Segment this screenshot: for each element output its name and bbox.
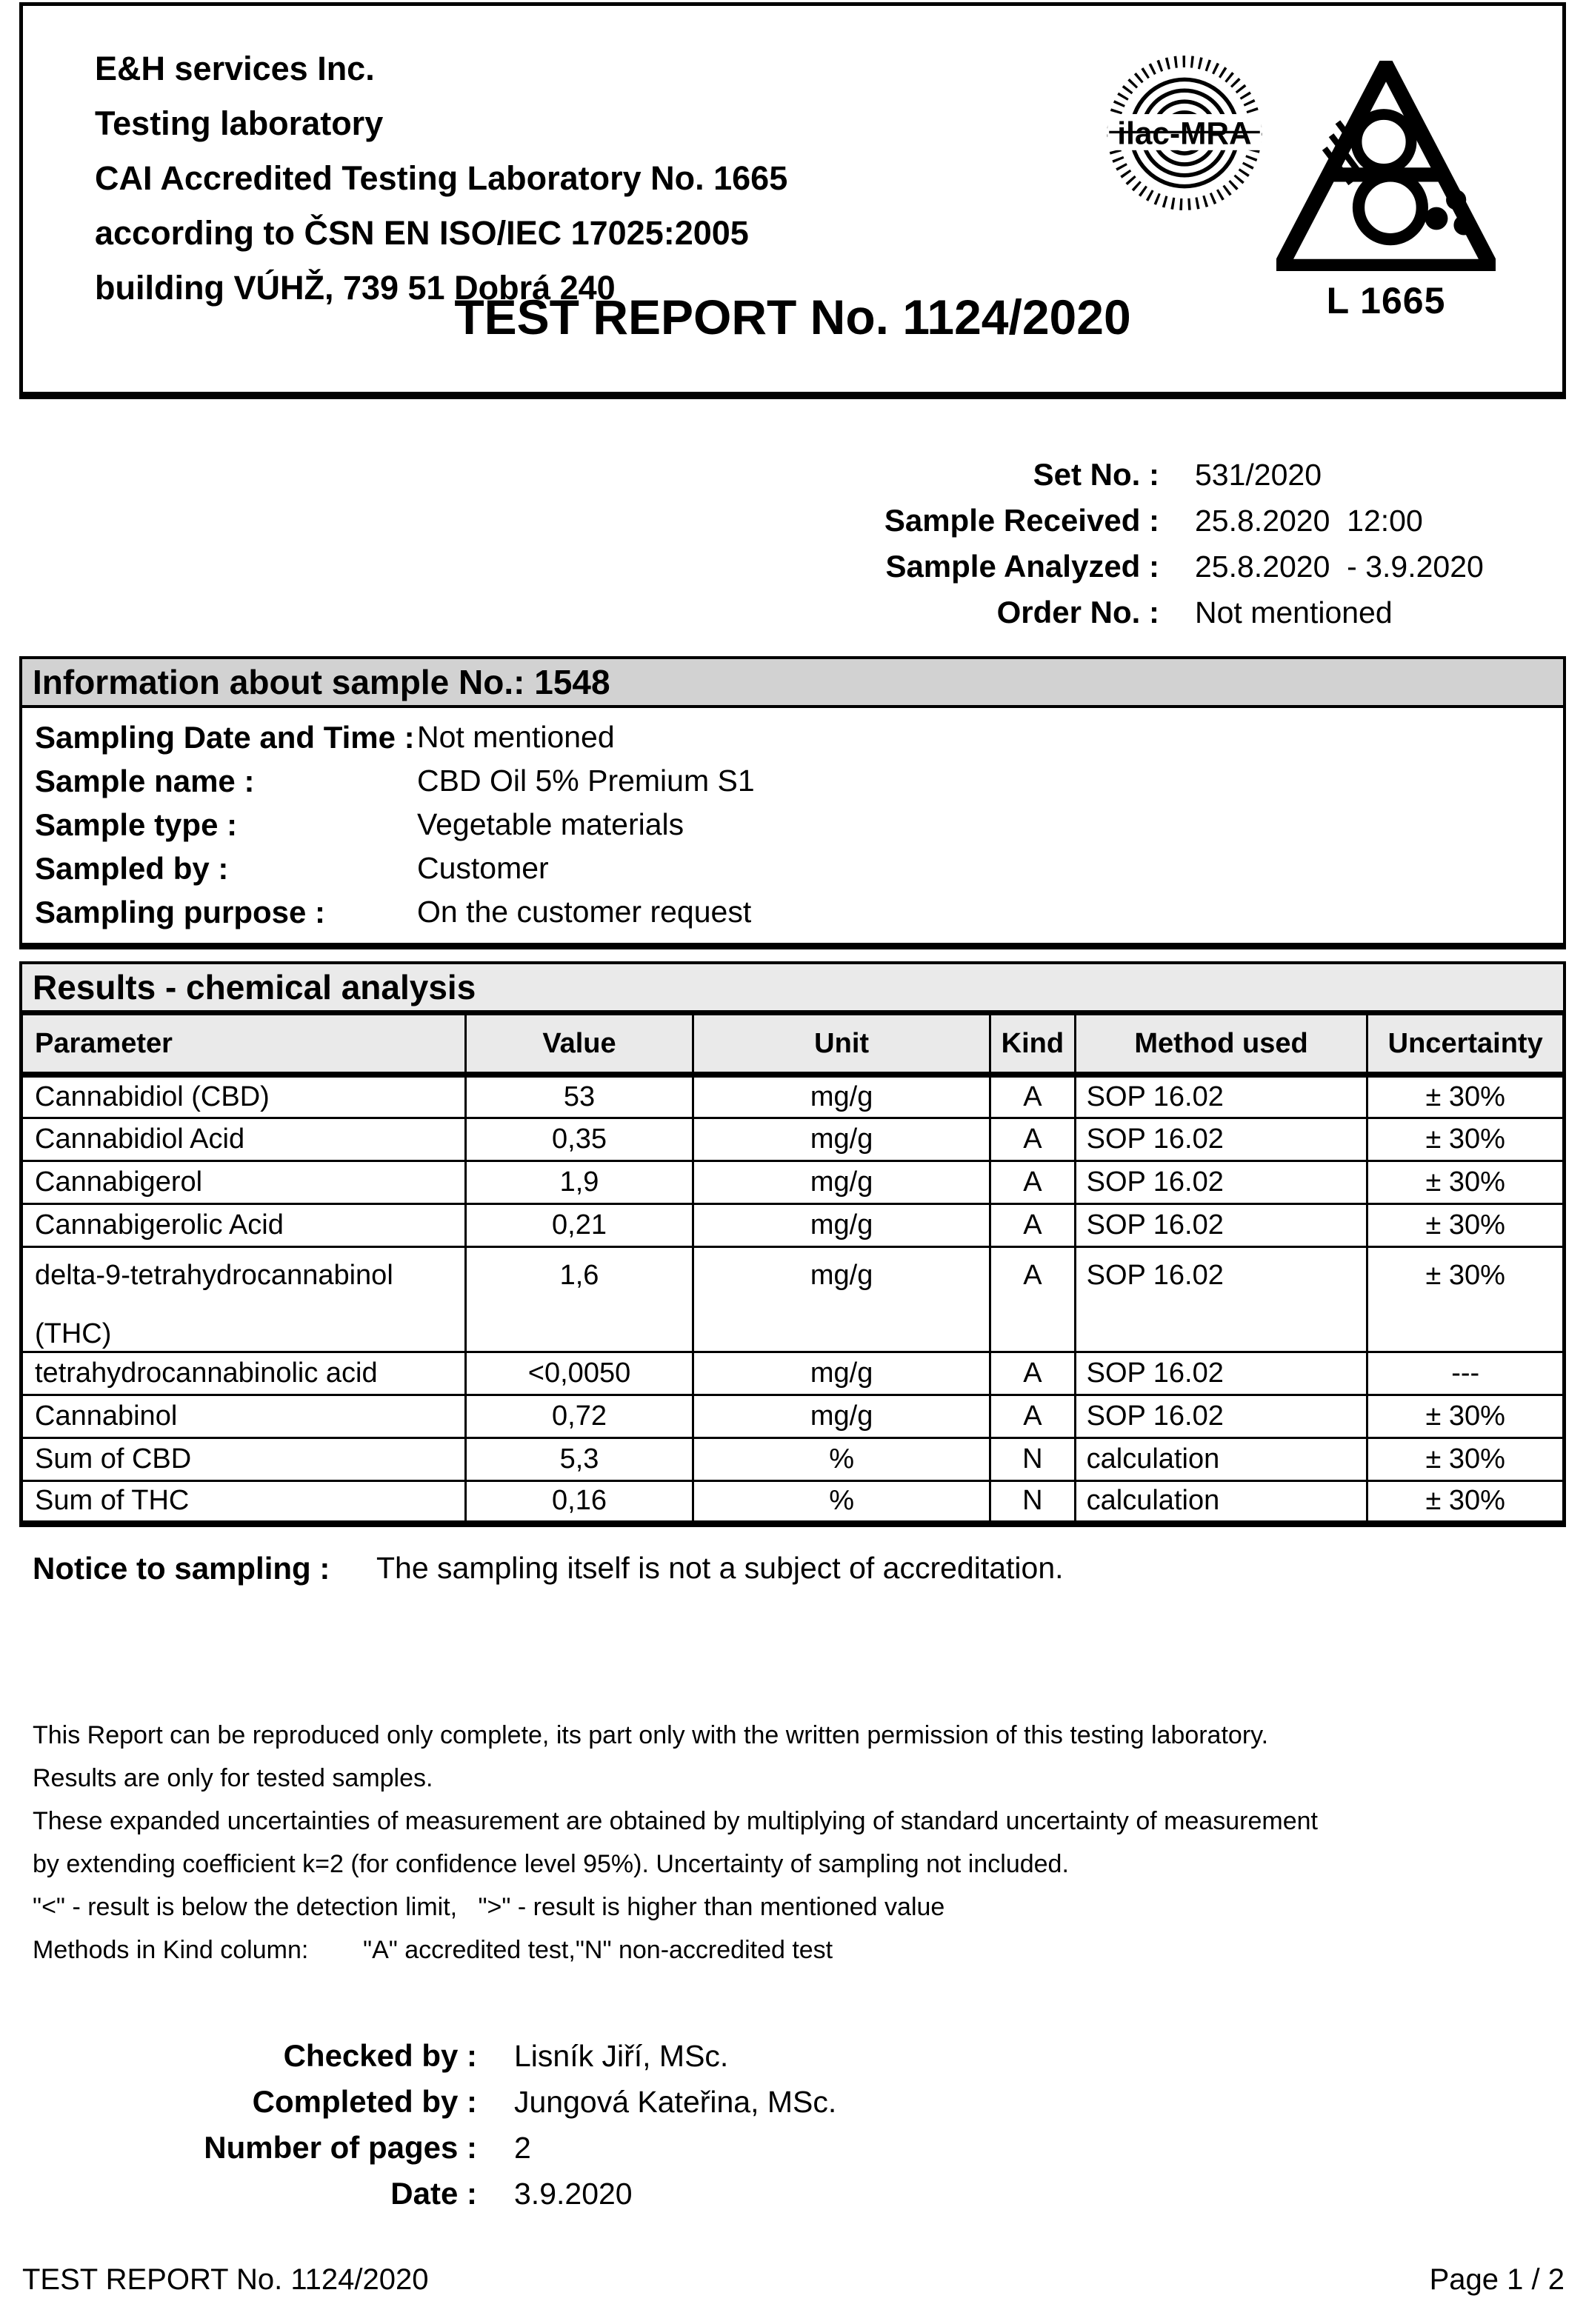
cell-method: SOP 16.02: [1075, 1203, 1367, 1246]
info-label-sampled-by: Sampled by :: [35, 850, 229, 886]
sample-info-section: [19, 656, 1566, 949]
footer-page-number: Page 1 / 2: [1429, 2263, 1565, 2296]
info-value-sampled-by: Customer: [417, 851, 549, 885]
cell-kind: N: [990, 1438, 1076, 1480]
cell-uncertainty: ---: [1367, 1352, 1565, 1395]
cell-uncertainty: ± 30%: [1367, 1118, 1565, 1161]
company-line: Testing laboratory: [95, 104, 384, 142]
fine-print-line: These expanded uncertainties of measurement are obtained by multiplying of standard uncertainty of measurement: [33, 1807, 1318, 1835]
table-row: [21, 1075, 1565, 1118]
cell-parameter: Cannabigerol: [21, 1161, 466, 1203]
meta-value-order-no: Not mentioned: [1195, 595, 1393, 630]
cell-kind: A: [990, 1246, 1076, 1352]
number-of-pages-value: 2: [514, 2131, 531, 2165]
col-header-method: Method used: [1075, 1015, 1367, 1075]
company-line: according to ČSN EN ISO/IEC 17025:2005: [95, 214, 749, 252]
laboratory-address-block: [95, 41, 787, 315]
cell-kind: N: [990, 1480, 1076, 1523]
cell-unit: mg/g: [693, 1118, 990, 1161]
results-header-row: [21, 1015, 1565, 1075]
notice-text: The sampling itself is not a subject of accreditation.: [376, 1551, 1064, 1585]
accreditation-number: L 1665: [1326, 280, 1446, 321]
cell-method: SOP 16.02: [1075, 1161, 1367, 1203]
completed-by-value: Jungová Kateřina, MSc.: [514, 2085, 837, 2119]
cell-uncertainty: ± 30%: [1367, 1075, 1565, 1118]
footer-report-number: TEST REPORT No. 1124/2020: [22, 2263, 429, 2296]
info-value-sampling-purpose: On the customer request: [417, 895, 752, 929]
col-header-uncertainty: Uncertainty: [1367, 1015, 1565, 1075]
cell-uncertainty: ± 30%: [1367, 1246, 1565, 1352]
cell-unit: mg/g: [693, 1161, 990, 1203]
cell-parameter: [21, 1246, 466, 1352]
cell-value: 0,21: [465, 1203, 693, 1246]
cell-method: SOP 16.02: [1075, 1118, 1367, 1161]
cell-method: calculation: [1075, 1438, 1367, 1480]
meta-label-sample-received: Sample Received :: [884, 503, 1159, 538]
date-value: 3.9.2020: [514, 2177, 633, 2211]
fine-print-line: Results are only for tested samples.: [33, 1764, 433, 1792]
meta-label-sample-analyzed: Sample Analyzed :: [885, 549, 1159, 584]
sample-info-row: [22, 715, 1563, 759]
sample-info-title: Information about sample No.: 1548: [19, 656, 1566, 708]
cell-uncertainty: ± 30%: [1367, 1395, 1565, 1438]
cell-parameter: tetrahydrocannabinolic acid: [21, 1352, 466, 1395]
cell-unit: mg/g: [693, 1395, 990, 1438]
info-value-sample-name: CBD Oil 5% Premium S1: [417, 764, 755, 798]
cell-kind: A: [990, 1395, 1076, 1438]
notice-to-sampling: [33, 1551, 1064, 1586]
meta-label-order-no: Order No. :: [996, 595, 1159, 630]
sample-info-row: [22, 847, 1563, 890]
cell-value: 1,9: [465, 1161, 693, 1203]
checked-by-value: Lisník Jiří, MSc.: [514, 2039, 729, 2073]
cell-value: 0,72: [465, 1395, 693, 1438]
cell-parameter: Sum of CBD: [21, 1438, 466, 1480]
cell-method: SOP 16.02: [1075, 1075, 1367, 1118]
cell-parameter: Cannabigerolic Acid: [21, 1203, 466, 1246]
cell-method: calculation: [1075, 1480, 1367, 1523]
col-header-value: Value: [465, 1015, 693, 1075]
company-line: building VÚHŽ, 739 51 Dobrá 240: [95, 269, 616, 307]
sample-info-row: [22, 759, 1563, 803]
company-name: E&H services Inc.: [95, 50, 375, 87]
cell-uncertainty: ± 30%: [1367, 1438, 1565, 1480]
cell-uncertainty: ± 30%: [1367, 1480, 1565, 1523]
table-row: [21, 1203, 1565, 1246]
cell-parameter: Cannabinol: [21, 1395, 466, 1438]
report-meta-block: [741, 453, 1580, 637]
report-title: TEST REPORT No. 1124/2020: [454, 290, 1131, 344]
table-row: [21, 1161, 1565, 1203]
number-of-pages-label: Number of pages :: [204, 2130, 477, 2165]
header-box: [19, 2, 1566, 399]
sample-info-body: [19, 708, 1566, 949]
table-row: [21, 1118, 1565, 1161]
signature-block: [119, 2035, 1033, 2219]
cell-value: 5,3: [465, 1438, 693, 1480]
cai-triangle-icon: [1276, 61, 1496, 271]
cell-method: SOP 16.02: [1075, 1246, 1367, 1352]
cell-uncertainty: ± 30%: [1367, 1203, 1565, 1246]
fine-print-line: by extending coefficient k=2 (for confidence level 95%). Uncertainty of sampling not included.: [33, 1850, 1069, 1878]
cell-kind: A: [990, 1203, 1076, 1246]
company-line: CAI Accredited Testing Laboratory No. 1665: [95, 159, 788, 197]
date-label: Date :: [390, 2176, 477, 2211]
sample-info-row: [22, 803, 1563, 847]
results-section: [19, 961, 1566, 1527]
checked-by-label: Checked by :: [283, 2038, 477, 2073]
col-header-kind: Kind: [990, 1015, 1076, 1075]
cell-parameter: Sum of THC: [21, 1480, 466, 1523]
info-value-sampling-date: Not mentioned: [417, 720, 615, 754]
col-header-unit: Unit: [693, 1015, 990, 1075]
col-header-parameter: Parameter: [21, 1015, 466, 1075]
info-label-sample-type: Sample type :: [35, 807, 238, 842]
cell-kind: A: [990, 1118, 1076, 1161]
cell-unit: mg/g: [693, 1075, 990, 1118]
cell-method: SOP 16.02: [1075, 1395, 1367, 1438]
cell-value: <0,0050: [465, 1352, 693, 1395]
cell-unit: mg/g: [693, 1352, 990, 1395]
fine-print-line: "<" - result is below the detection limit, ">" - result is higher than mentioned value: [33, 1893, 945, 1921]
cell-kind: A: [990, 1075, 1076, 1118]
notice-label: Notice to sampling :: [33, 1551, 330, 1586]
sample-info-row: [22, 890, 1563, 934]
cell-unit: %: [693, 1438, 990, 1480]
methods-in-kind-label: Methods in Kind column:: [33, 1936, 309, 1964]
table-row: [21, 1438, 1565, 1480]
parameter-line-1: delta-9-tetrahydrocannabinol: [35, 1259, 393, 1291]
cell-value: 53: [465, 1075, 693, 1118]
cell-value: 0,35: [465, 1118, 693, 1161]
fine-print-methods-line: [33, 1933, 1485, 1976]
meta-value-sample-analyzed: 25.8.2020 - 3.9.2020: [1195, 550, 1484, 584]
cell-parameter: Cannabidiol Acid: [21, 1118, 466, 1161]
cell-unit: mg/g: [693, 1246, 990, 1352]
cell-kind: A: [990, 1161, 1076, 1203]
methods-in-kind-value: "A" accredited test,"N" non-accredited test: [363, 1936, 833, 1964]
results-table: [19, 1013, 1566, 1527]
cell-parameter: Cannabidiol (CBD): [21, 1075, 466, 1118]
table-row: [21, 1352, 1565, 1395]
cell-value: 0,16: [465, 1480, 693, 1523]
fine-print-line: This Report can be reproduced only complete, its part only with the written permission of this testing laboratory.: [33, 1721, 1269, 1749]
report-fine-print: [33, 1718, 1485, 1976]
results-title: Results - chemical analysis: [19, 961, 1566, 1013]
cai-accreditation-logo: [1275, 61, 1497, 322]
parameter-line-2: (THC): [35, 1318, 112, 1349]
cell-uncertainty: ± 30%: [1367, 1161, 1565, 1203]
completed-by-label: Completed by :: [252, 2084, 477, 2119]
ilac-mra-logo-text: ilac-MRA: [1117, 116, 1252, 151]
cell-unit: %: [693, 1480, 990, 1523]
table-row: [21, 1480, 1565, 1523]
cell-unit: mg/g: [693, 1203, 990, 1246]
table-row: [21, 1395, 1565, 1438]
info-value-sample-type: Vegetable materials: [417, 807, 684, 841]
info-label-sampling-purpose: Sampling purpose :: [35, 894, 326, 929]
ilac-mra-logo-icon: [1106, 53, 1263, 216]
cell-value: 1,6: [465, 1246, 693, 1352]
meta-label-set-no: Set No. :: [1033, 457, 1159, 492]
meta-value-sample-received: 25.8.2020 12:00: [1195, 504, 1423, 538]
meta-value-set-no: 531/2020: [1195, 458, 1322, 492]
info-label-sample-name: Sample name :: [35, 763, 255, 798]
cell-method: SOP 16.02: [1075, 1352, 1367, 1395]
cell-kind: A: [990, 1352, 1076, 1395]
table-row: [21, 1246, 1565, 1352]
info-label-sampling-date: Sampling Date and Time :: [35, 719, 415, 755]
page-footer: [22, 2263, 1565, 2297]
